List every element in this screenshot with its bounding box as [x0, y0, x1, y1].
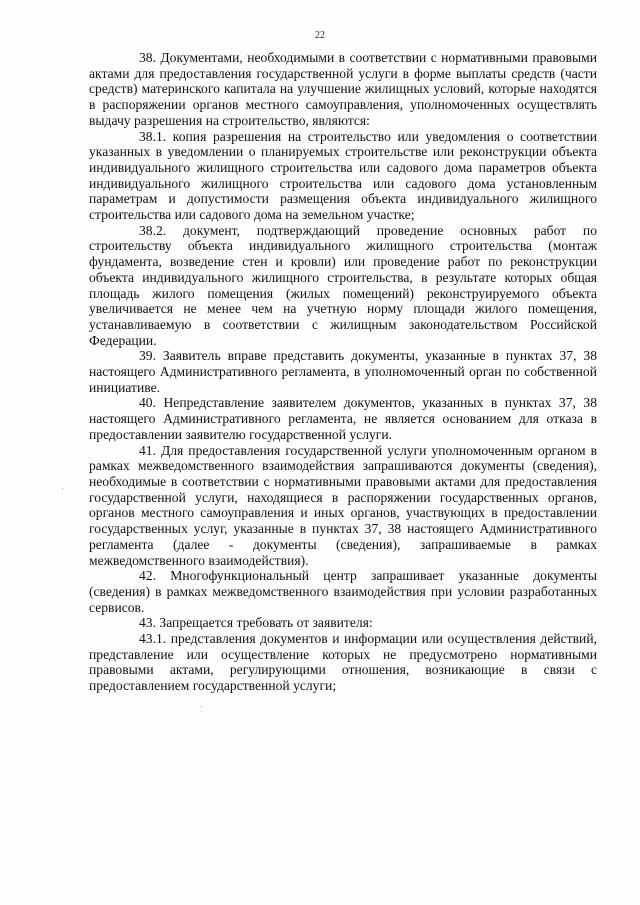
paragraph-40: 40. Непредставление заявителем документов, указанных в пунктах 37, 38 настоящего Административного регламента, не является основанием для отказа в предоставлении заявителю государственной услуги. — [89, 395, 597, 442]
paragraph-38-2: 38.2. документ, подтверждающий проведение основных работ по строительству объекта индивидуального жилищного строительства (монтаж фундамента, возведение стен и кровли) или проведение работ по реконструкции объекта индивидуального жилищного строительства, в результате которых общая площадь жилого помещения (жилых помещений) реконструируемого объекта увеличивается не менее чем на учетную норму площади жилого помещения, устанавливаемую в соответствии с жилищным законодательством Российской Федерации. — [89, 222, 597, 348]
paragraph-39: 39. Заявитель вправе представить документы, указанные в пунктах 37, 38 настоящего Административного регламента, в уполномоченный орган по собственной инициативе. — [89, 348, 597, 395]
scan-artifact — [201, 706, 202, 707]
paragraph-38: 38. Документами, необходимыми в соответствии с нормативными правовыми актами для предоставления государственной услуги в форме выплаты средств (части средств) материнского капитала на улучшение жилищных условий, которые находятся в распоряжении органов местного самоуправления, уполномоченных осуществлять выдачу разрешения на строительство, являются: — [89, 50, 597, 128]
page-number: 22 — [315, 30, 325, 41]
paragraph-43-1: 43.1. представления документов и информации или осуществления действий, представление или осуществление которых не предусмотрено нормативными правовыми актами, регулирующими отношения, возникающие в связи с предоставлением государственной услуги; — [89, 631, 597, 694]
paragraph-41: 41. Для предоставления государственной услуги уполномоченным органом в рамках межведомственного взаимодействия запрашиваются документы (сведения), необходимые в соответствии с нормативными правовыми актами для предоставления государственной услуги, находящиеся в распоряжении государственных органов, органов местного самоуправления и иных органов, участвующих в предоставлении государственных услуг, указанные в пунктах 37, 38 настоящего Административного регламента (далее - документы (сведения), запрашиваемые в рамках межведомственного взаимодействия). — [89, 442, 597, 568]
paragraph-42: 42. Многофункциональный центр запрашивает указанные документы (сведения) в рамках межведомственного взаимодействия при условии разработанных сервисов. — [89, 568, 597, 615]
paragraph-43: 43. Запрещается требовать от заявителя: — [139, 615, 373, 631]
scan-artifact — [62, 488, 63, 489]
paragraph-38-1: 38.1. копия разрешения на строительство или уведомления о соответствии указанных в уведомлении о планируемых строительстве или реконструкции объекта индивидуального жилищного строительства или садового дома параметров объекта индивидуального жилищного строительства или садового дома установленным параметрам и допустимости размещения объекта индивидуального жилищного строительства или садового дома на земельном участке; — [89, 128, 597, 223]
document-body — [89, 50, 597, 694]
